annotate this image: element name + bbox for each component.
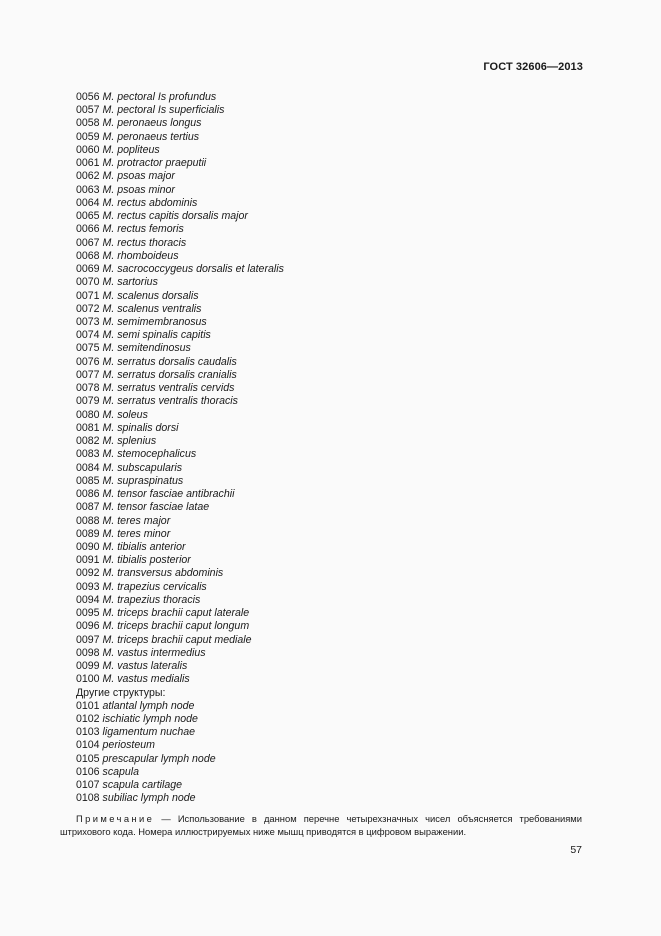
item-name: M. tensor fasciae antibrachii <box>102 488 235 501</box>
item-name: M. vastus medialis <box>102 673 190 686</box>
item-name: M. tensor fasciae latae <box>102 501 210 514</box>
list-item <box>76 475 284 488</box>
item-code: 0108 <box>76 792 100 805</box>
item-code: 0105 <box>76 752 100 765</box>
item-code: 0067 <box>76 236 100 249</box>
note-text-1: Использование в данном перечне четырехзначных чисел объясняется требованиями <box>177 813 582 824</box>
document-standard-id: ГОСТ 32606—2013 <box>483 61 583 73</box>
item-code: 0099 <box>76 660 100 673</box>
list-item <box>76 210 284 223</box>
note-line-2: штрихового кода. Номера иллюстрируемых ниже мышц приводятся в цифровом выражении. <box>60 826 467 837</box>
list-item <box>76 422 284 435</box>
list-item <box>76 779 284 792</box>
item-code: 0088 <box>76 514 100 527</box>
list-item <box>76 250 284 263</box>
list-item <box>76 104 284 117</box>
list-item <box>76 581 284 594</box>
list-item <box>76 382 284 395</box>
item-name: M. triceps brachii caput mediale <box>102 633 252 646</box>
list-item <box>76 726 284 739</box>
item-name: M. soleus <box>102 408 148 421</box>
item-name: ligamentum nuchae <box>102 726 195 739</box>
item-name: M. triceps brachii caput longum <box>102 620 250 633</box>
item-name: M. scalenus ventralis <box>102 302 202 315</box>
list-item <box>76 713 284 726</box>
list-item <box>76 409 284 422</box>
item-code: 0097 <box>76 633 100 646</box>
list-item <box>76 223 284 236</box>
note-line-1 <box>76 812 582 825</box>
list-item <box>76 753 284 766</box>
note-paragraph <box>60 812 582 838</box>
item-name: M. serratus dorsalis caudalis <box>102 355 237 368</box>
item-name: atlantal lymph node <box>102 699 195 712</box>
item-name: prescapular lymph node <box>102 752 216 765</box>
item-name: M. peronaeus tertius <box>102 130 200 143</box>
list-item <box>76 303 284 316</box>
item-code: 0081 <box>76 421 100 434</box>
item-name: M. tibialis anterior <box>102 540 186 553</box>
item-name: M. peronaeus longus <box>102 117 202 130</box>
item-code: 0107 <box>76 779 100 792</box>
item-name: M. semitendinosus <box>102 342 191 355</box>
list-item <box>76 197 284 210</box>
item-name: M. vastus intermedius <box>102 646 206 659</box>
item-code: 0063 <box>76 183 100 196</box>
item-name: M. rectus capitis dorsalis major <box>102 210 248 223</box>
item-code: 0095 <box>76 607 100 620</box>
list-item <box>76 673 284 686</box>
item-code: 0078 <box>76 382 100 395</box>
item-name: subiliac lymph node <box>102 792 196 805</box>
item-code: 0084 <box>76 461 100 474</box>
list-item <box>76 131 284 144</box>
item-name: scapula cartilage <box>102 779 183 792</box>
item-name: scapula <box>102 765 140 778</box>
item-code: 0061 <box>76 157 100 170</box>
item-code: 0098 <box>76 646 100 659</box>
item-code: 0094 <box>76 593 100 606</box>
item-name: M. psoas minor <box>102 183 175 196</box>
item-name: M. tibialis posterior <box>102 554 191 567</box>
item-code: 0086 <box>76 488 100 501</box>
item-code: 0068 <box>76 249 100 262</box>
item-name: M. serratus ventralis cervids <box>102 382 235 395</box>
item-name: M. protractor praeputii <box>102 157 207 170</box>
list-item <box>76 329 284 342</box>
item-name: M. transversus abdominis <box>102 567 224 580</box>
item-code: 0074 <box>76 329 100 342</box>
note-label: Примечание <box>76 813 155 824</box>
item-code: 0077 <box>76 368 100 381</box>
item-name: M. supraspinatus <box>102 474 184 487</box>
list-item <box>76 462 284 475</box>
item-code: 0072 <box>76 302 100 315</box>
item-name: M. rectus abdominis <box>102 196 198 209</box>
item-code: 0058 <box>76 117 100 130</box>
item-code: 0060 <box>76 143 100 156</box>
list-item <box>76 290 284 303</box>
item-code: 0080 <box>76 408 100 421</box>
list-item <box>76 541 284 554</box>
list-item <box>76 647 284 660</box>
list-item <box>76 739 284 752</box>
item-name: M. triceps brachii caput laterale <box>102 607 250 620</box>
item-name: periosteum <box>102 739 155 752</box>
item-name: M. sacrococcygeus dorsalis et lateralis <box>102 263 284 276</box>
item-name: M. rectus thoracis <box>102 236 187 249</box>
item-name: M. scalenus dorsalis <box>102 289 199 302</box>
list-item <box>76 157 284 170</box>
item-code: 0104 <box>76 739 100 752</box>
list-item <box>76 528 284 541</box>
list-item <box>76 792 284 805</box>
item-code: 0090 <box>76 540 100 553</box>
list-item <box>76 263 284 276</box>
list-item <box>76 356 284 369</box>
item-code: 0093 <box>76 580 100 593</box>
item-code: 0103 <box>76 726 100 739</box>
list-item <box>76 435 284 448</box>
list-item <box>76 170 284 183</box>
muscle-code-list <box>76 91 284 806</box>
list-item <box>76 594 284 607</box>
item-code: 0071 <box>76 289 100 302</box>
item-code: 0056 <box>76 91 100 103</box>
item-code: 0089 <box>76 527 100 540</box>
item-name: M. splenius <box>102 435 157 448</box>
item-name: M. trapezius thoracis <box>102 593 201 606</box>
item-code: 0100 <box>76 673 100 686</box>
list-item <box>76 634 284 647</box>
item-code: 0087 <box>76 501 100 514</box>
item-code: 0101 <box>76 699 100 712</box>
list-item <box>76 620 284 633</box>
list-item <box>76 369 284 382</box>
item-name: M. trapezius cervicalis <box>102 580 207 593</box>
item-code: 0106 <box>76 765 100 778</box>
item-name: M. popliteus <box>102 143 160 156</box>
item-code: 0085 <box>76 474 100 487</box>
item-code: 0092 <box>76 567 100 580</box>
list-item <box>76 117 284 130</box>
item-name: M. serratus ventralis thoracis <box>102 395 238 408</box>
list-item <box>76 276 284 289</box>
item-code: 0066 <box>76 223 100 236</box>
item-code: 0096 <box>76 620 100 633</box>
item-code: 0062 <box>76 170 100 183</box>
note-dash: — <box>154 813 178 824</box>
item-code: 0059 <box>76 130 100 143</box>
item-name: M. teres minor <box>102 527 171 540</box>
item-code: 0057 <box>76 104 100 117</box>
item-name: M. pectoral Is profundus <box>102 91 217 103</box>
item-code: 0079 <box>76 395 100 408</box>
list-item <box>76 515 284 528</box>
list-item <box>76 700 284 713</box>
item-name: M. semimembranosus <box>102 315 207 328</box>
item-code: 0064 <box>76 196 100 209</box>
list-item <box>76 144 284 157</box>
item-name: M. sartorius <box>102 276 158 289</box>
list-item <box>76 488 284 501</box>
item-code: 0075 <box>76 342 100 355</box>
list-item <box>76 567 284 580</box>
list-item <box>76 237 284 250</box>
item-name: M. subscapularis <box>102 461 183 474</box>
list-item <box>76 607 284 620</box>
item-code: 0069 <box>76 263 100 276</box>
item-code: 0102 <box>76 713 100 726</box>
item-name: M. rectus femoris <box>102 223 184 236</box>
list-item <box>76 342 284 355</box>
item-name: M. rhomboideus <box>102 249 179 262</box>
item-code: 0070 <box>76 276 100 289</box>
list-item <box>76 184 284 197</box>
list-item <box>76 660 284 673</box>
item-name: M. stemocephalicus <box>102 448 197 461</box>
item-name: M. psoas major <box>102 170 175 183</box>
item-code: 0076 <box>76 355 100 368</box>
item-name: M. serratus dorsalis cranialis <box>102 368 237 381</box>
item-code: 0083 <box>76 448 100 461</box>
item-name: M. teres major <box>102 514 171 527</box>
other-structures-heading: Другие структуры: <box>76 686 166 699</box>
list-item <box>76 91 284 104</box>
item-code: 0082 <box>76 435 100 448</box>
list-item <box>76 316 284 329</box>
list-item <box>76 766 284 779</box>
list-item <box>76 395 284 408</box>
item-code: 0073 <box>76 315 100 328</box>
list-item <box>76 501 284 514</box>
list-item <box>76 554 284 567</box>
item-code: 0065 <box>76 210 100 223</box>
item-code: 0091 <box>76 554 100 567</box>
page-number: 57 <box>570 844 582 856</box>
item-name: M. semi spinalis capitis <box>102 329 211 342</box>
item-name: M. spinalis dorsi <box>102 421 179 434</box>
item-name: ischiatic lymph node <box>102 713 198 726</box>
item-name: M. pectoral Is superficialis <box>102 104 225 117</box>
item-name: M. vastus lateralis <box>102 660 188 673</box>
list-item <box>76 448 284 461</box>
